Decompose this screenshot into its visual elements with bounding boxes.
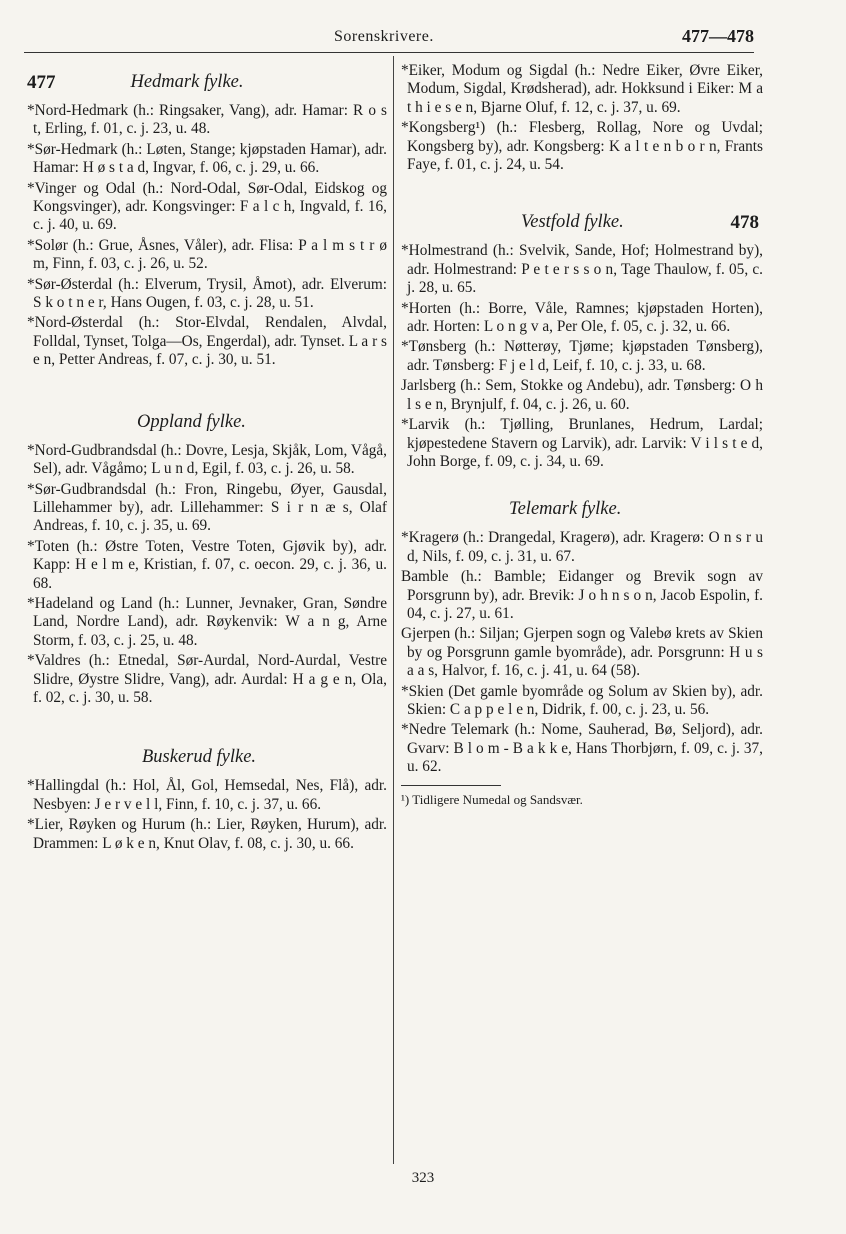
entry-hallingdal: *Hallingdal (h.: Hol, Ål, Gol, Hemsedal, Nes, Flå), adr. Nesbyen: J e r v e l l, Finn, f. 10, c. j. 37, u. 66. — [27, 777, 387, 813]
entry-lier-royken-hurum: *Lier, Røyken og Hurum (h.: Lier, Røyken, Hurum), adr. Drammen: L ø k e n, Knut Olav, f. 08, c. j. 30, u. 66. — [27, 816, 387, 852]
entry-hadeland-land: *Hadeland og Land (h.: Lunner, Jevnaker, Gran, Søndre Land, Nordre Land), adr. Røykenvik: W a n g, Arne Storm, f. 03, c. j. 25, u. 48. — [27, 594, 387, 649]
section-heading-vestfold — [401, 212, 763, 242]
county-name: Oppland fylke. — [137, 411, 246, 432]
entry-toten: *Toten (h.: Østre Toten, Vestre Toten, Gjøvik by), adr. Kapp: H e l m e, Kristian, f. 07, c. oecon. 29, c. j. 36, u. 68. — [27, 537, 387, 592]
section-heading-hedmark — [27, 72, 387, 102]
entry-tonsberg: *Tønsberg (h.: Nøtterøy, Tjøme; kjøpstaden Tønsberg), adr. Tønsberg: F j e l d, Leif, f. 10, c. j. 33, u. 68. — [401, 338, 763, 374]
county-name: Hedmark fylke. — [130, 72, 244, 92]
entry-kragero: *Kragerø (h.: Drangedal, Kragerø), adr. Kragerø: O n s r u d, Nils, f. 09, c. j. 31, u. 67. — [401, 529, 763, 565]
section-heading-telemark — [401, 499, 763, 529]
header-rule — [24, 52, 754, 53]
entry-nord-hedmark: *Nord-Hedmark (h.: Ringsaker, Vang), adr. Hamar: R o s t, Erling, f. 01, c. j. 23, u. 48. — [27, 102, 387, 138]
page-number: 323 — [411, 1170, 435, 1186]
entry-jarlsberg: Jarlsberg (h.: Sem, Stokke og Andebu), adr. Tønsberg: O h l s e n, Brynjulf, f. 04, c. j. 26, u. 60. — [401, 377, 763, 413]
right-column — [401, 58, 763, 808]
footnote: ¹) Tidligere Numedal og Sandsvær. — [401, 791, 583, 807]
entry-nord-osterdal: *Nord-Østerdal (h.: Stor-Elvdal, Rendalen, Alvdal, Folldal, Tynset, Tolga—Os, Engerdal), adr. Tynset. L a r s e n, Petter Andreas, f. 07, c. j. 30, u. 51. — [27, 314, 387, 369]
entry-gjerpen: Gjerpen (h.: Siljan; Gjerpen sogn og Valebø krets av Skien by og Porsgrunn gamle byområde), adr. Porsgrunn: H u s a a s, Halvor, f. 16, c. j. 41, u. 64 (58). — [401, 625, 763, 680]
entry-bamble: Bamble (h.: Bamble; Eidanger og Brevik sogn av Porsgrunn by), adr. Brevik: J o h n s o n, Jacob Espolin, f. 04, c. j. 27, u. 61. — [401, 568, 763, 622]
section-heading-oppland — [27, 412, 387, 442]
section-number: 478 — [730, 212, 759, 234]
entry-solor: *Solør (h.: Grue, Åsnes, Våler), adr. Flisa: P a l m s t r ø m, Finn, f. 03, c. j. 26, u. 52. — [27, 236, 387, 273]
entry-sor-osterdal: *Sør-Østerdal (h.: Elverum, Trysil, Åmot), adr. Elverum: S k o t n e r, Hans Ougen, f. 03, c. j. 28, u. 51. — [27, 275, 387, 312]
county-name: Telemark fylke. — [509, 499, 622, 520]
footnote-rule — [401, 785, 501, 786]
entry-nedre-telemark: *Nedre Telemark (h.: Nome, Sauherad, Bø, Seljord), adr. Gvarv: B l o m - B a k k e, Hans Thorbjørn, f. 09, c. j. 37, u. 62. — [401, 721, 763, 776]
running-title: Sorenskrivere. — [334, 28, 434, 45]
section-heading-buskerud — [27, 747, 387, 777]
entry-vinger-odal: *Vinger og Odal (h.: Nord-Odal, Sør-Odal, Eidskog og Kongsvinger), adr. Kongsvinger: F a l c h, Ingvald, f. 16, c. j. 40, u. 69. — [27, 179, 387, 234]
entry-holmestrand: *Holmestrand (h.: Svelvik, Sande, Hof; Holmestrand by), adr. Holmestrand: P e t e r s s o n, Tage Thaulow, f. 05, c. j. 28, u. 65. — [401, 242, 763, 297]
entry-sor-hedmark: *Sør-Hedmark (h.: Løten, Stange; kjøpstaden Hamar), adr. Hamar: H ø s t a d, Ingvar, f. 06, c. j. 29, u. 66. — [27, 140, 387, 177]
entry-sor-gudbrandsdal: *Sør-Gudbrandsdal (h.: Fron, Ringebu, Øyer, Gausdal, Lillehammer by), adr. Lillehammer: S i r n æ s, Olaf Andreas, f. 10, c. j. 35, u. 69. — [27, 480, 387, 535]
entry-kongsberg: *Kongsberg¹) (h.: Flesberg, Rollag, Nore og Uvdal; Kongsberg by), adr. Kongsberg: K a l t e n b o r n, Frants Faye, f. 01, c. j. 24, u. 54. — [401, 119, 763, 174]
entry-eiker-modum-sigdal: *Eiker, Modum og Sigdal (h.: Nedre Eiker, Øvre Eiker, Modum, Sigdal, Krødsherad), adr. Hokksund i Eiker: M a t h i e s e n, Bjarne Oluf, f. 12, c. j. 37, u. 69. — [401, 62, 763, 116]
county-name: Vestfold fylke. — [521, 212, 624, 233]
entry-nord-gudbrandsdal: *Nord-Gudbrandsdal (h.: Dovre, Lesja, Skjåk, Lom, Vågå, Sel), adr. Vågåmo; L u n d, Egil, f. 03, c. j. 26, u. 58. — [27, 441, 387, 478]
county-name: Buskerud fylke. — [142, 747, 257, 768]
running-head — [0, 26, 846, 50]
entry-larvik: *Larvik (h.: Tjølling, Brunlanes, Hedrum, Lardal; kjøpestedene Stavern og Larvik), adr. Larvik: V i l s t e d, John Borge, f. 09, c. j. 34, u. 69. — [401, 416, 763, 470]
left-column — [27, 58, 387, 855]
column-divider — [393, 56, 394, 1164]
entry-valdres: *Valdres (h.: Etnedal, Sør-Aurdal, Nord-Aurdal, Vestre Slidre, Øystre Slidre, Vang), adr. Aurdal: H a g e n, Ola, f. 02, c. j. 30, u. 58. — [27, 652, 387, 706]
section-number: 477 — [27, 72, 56, 93]
entry-skien: *Skien (Det gamle byområde og Solum av Skien by), adr. Skien: C a p p e l e n, Didrik, f. 00, c. j. 23, u. 56. — [401, 682, 763, 718]
page-range: 477—478 — [682, 26, 754, 46]
entry-horten: *Horten (h.: Borre, Våle, Ramnes; kjøpstaden Horten), adr. Horten: L o n g v a, Per Ole, f. 05, c. j. 32, u. 66. — [401, 299, 763, 336]
